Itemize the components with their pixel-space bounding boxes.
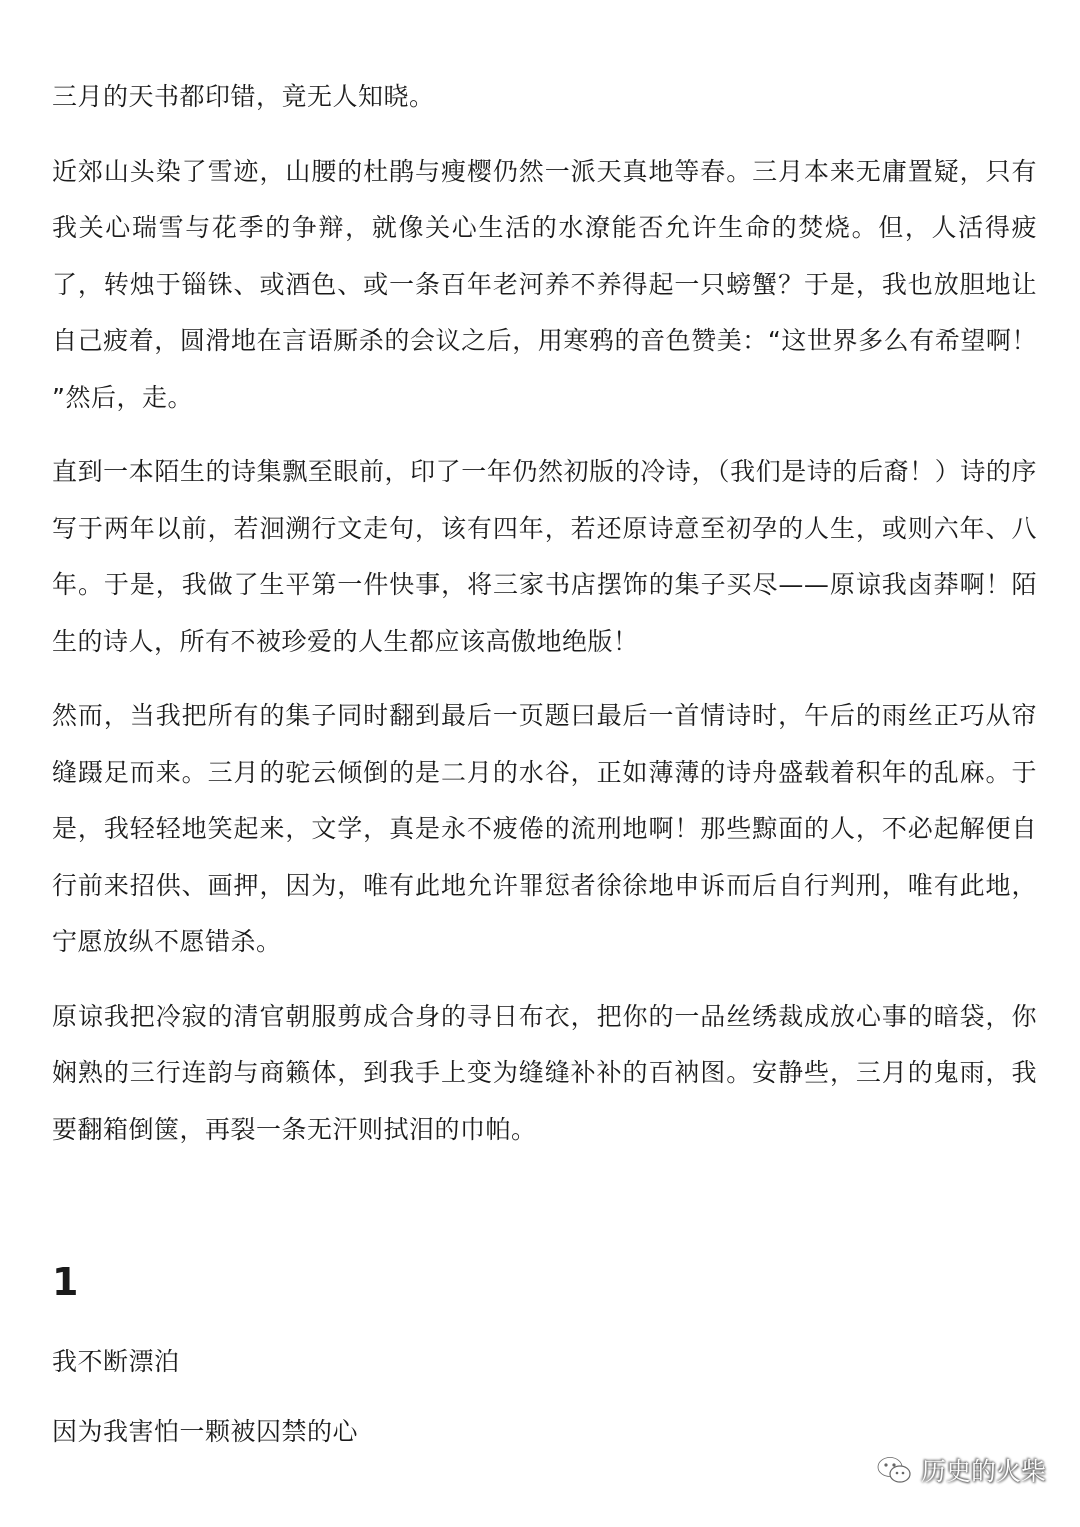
paragraph-3: 直到一本陌生的诗集飘至眼前，印了一年仍然初版的冷诗，（我们是诗的后裔！）诗的序写于两年以前，若洄溯行文走句，该有四年，若还原诗意至初孕的人生，或则六年、八年。于是，我做了生平第一件快事，将三家书店摆饰的集子买尽——原谅我卤莽啊！陌生的诗人，所有不被珍爱的人生都应该高傲地绝版！ bbox=[52, 457, 1037, 656]
section-number: 1 bbox=[52, 1260, 79, 1304]
paragraph-4: 然而，当我把所有的集子同时翻到最后一页题曰最后一首情诗时，午后的雨丝正巧从帘缝蹑足而来。三月的驼云倾倒的是二月的水谷，正如薄薄的诗舟盛载着积年的乱麻。于是，我轻轻地笑起来，文学，真是永不疲倦的流刑地啊！那些黥面的人，不必起解便自行前来招供、画押，因为，唯有此地允许罪愆者徐徐地申诉而后自行判刑，唯有此地，宁愿放纵不愿错杀。 bbox=[52, 701, 1037, 956]
account-watermark bbox=[875, 1452, 1046, 1488]
watermark-text: 历史的火柴 bbox=[920, 1457, 1046, 1486]
paragraph-5: 原谅我把冷寂的清官朝服剪成合身的寻日布衣，把你的一品丝绣裁成放心事的暗袋，你娴熟的三行连韵与商籁体，到我手上变为缝缝补补的百衲图。安静些，三月的鬼雨，我要翻箱倒箧，再裂一条无汗则拭泪的巾帕。 bbox=[52, 1001, 1037, 1144]
paragraph-1: 三月的天书都印错，竟无人知晓。 bbox=[52, 82, 435, 111]
wechat-icon bbox=[875, 1455, 913, 1485]
article-body bbox=[52, 69, 1037, 1474]
poem-line-2: 因为我害怕一颗被囚禁的心 bbox=[52, 1417, 359, 1446]
paragraph-2: 近郊山头染了雪迹，山腰的杜鹃与瘦樱仍然一派天真地等春。三月本来无庸置疑，只有我关心瑞雪与花季的争辩，就像关心生活的水潦能否允许生命的焚烧。但，人活得疲了，转烛于锱铢、或酒色、或一条百年老河养不养得起一只螃蟹？于是，我也放胆地让自己疲着，圆滑地在言语厮杀的会议之后，用寒鸦的音色赞美：“这世界多么有希望啊！ ”然后，走。 bbox=[52, 156, 1037, 412]
poem-line-1: 我不断漂泊 bbox=[52, 1347, 180, 1376]
